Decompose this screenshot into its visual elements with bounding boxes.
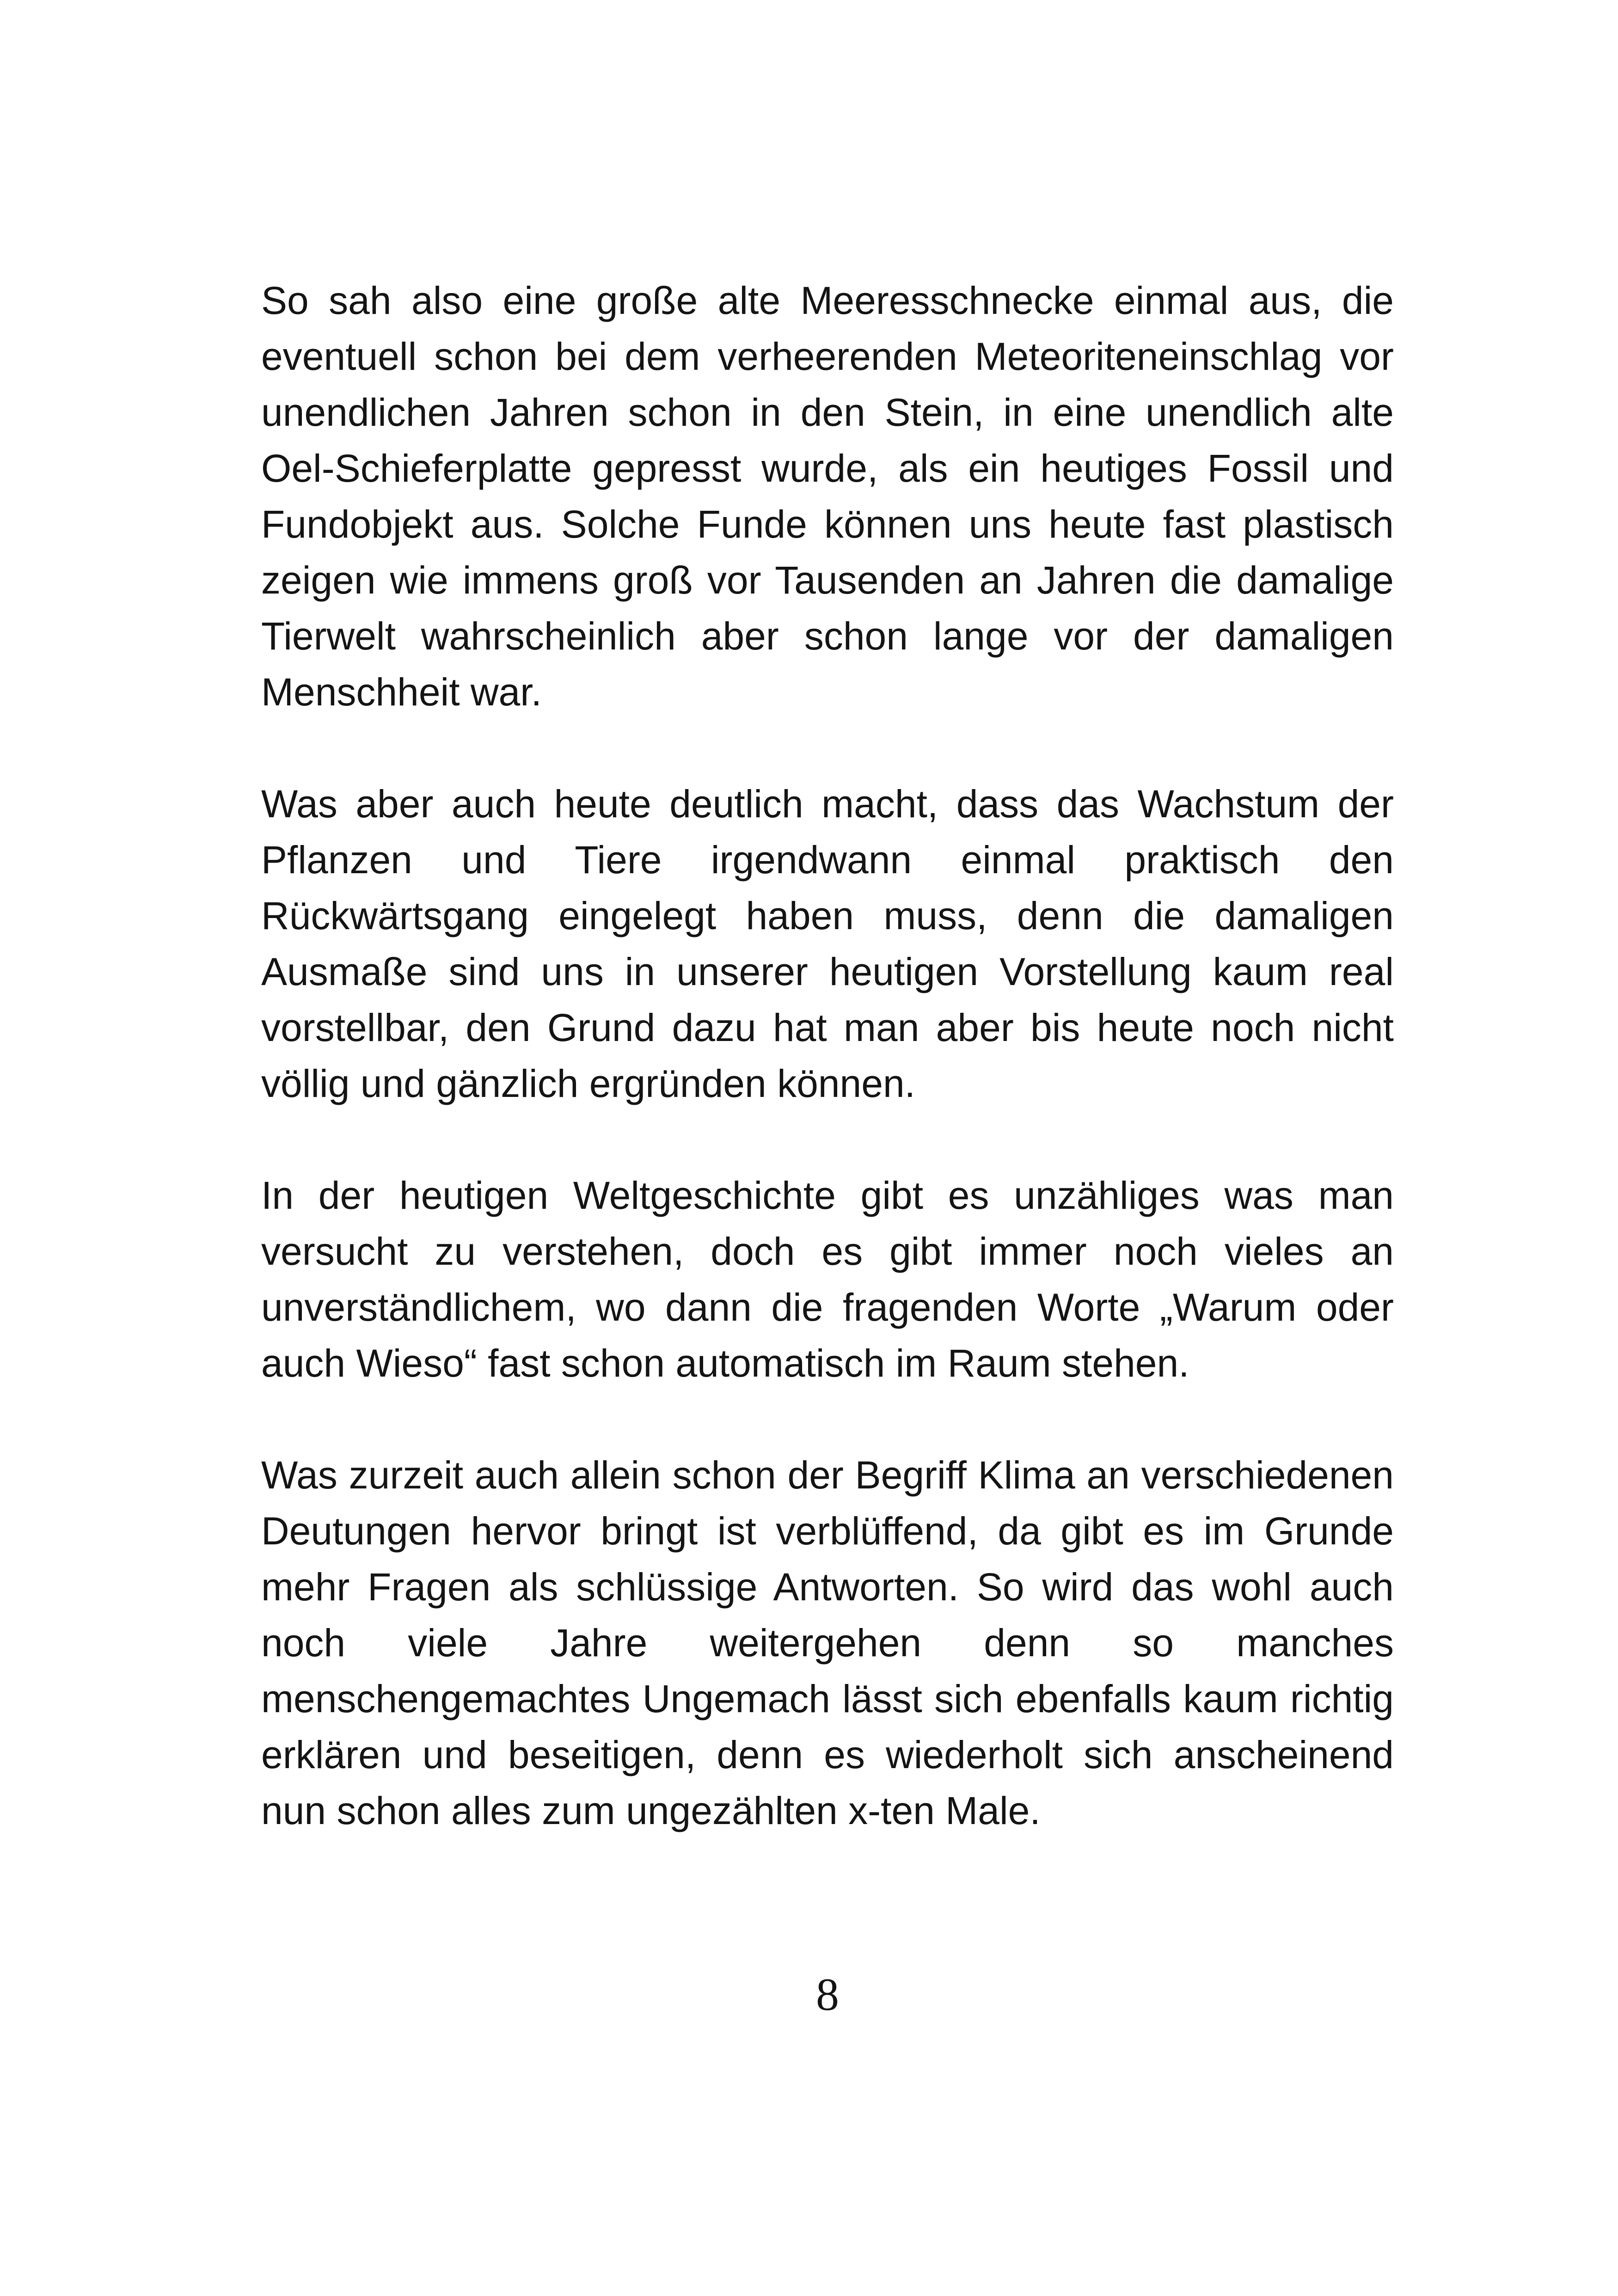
paragraph-growth: Was aber auch heute deutlich macht, dass das Wachstum der Pflanzen und Tiere irgendwann einmal praktisch den Rückwärtsgang eingelegt haben muss, denn die damaligen Ausmaße sind uns in unserer heutigen Vorstellung kaum real vorstellbar, den Grund dazu hat man aber bis heute noch nicht völlig und gänzlich ergründen können. <box>261 782 1394 1105</box>
body-text <box>261 273 1394 1839</box>
page-number: 8 <box>816 1969 839 2020</box>
paragraph-climate: Was zurzeit auch allein schon der Begriff Klima an verschiedenen Deutungen hervor bringt ist verblüffend, da gibt es im Grunde mehr Fragen als schlüssige Antworten. So wird das wohl auch noch viele Jahre weitergehen denn so manches menschengemachtes Ungemach lässt sich ebenfalls kaum richtig erklären und beseitigen, denn es wiederholt sich anscheinend nun schon alles zum ungezählten x-ten Male. <box>261 1453 1394 1832</box>
paragraph-world-history: In der heutigen Weltgeschichte gibt es unzähliges was man versucht zu verstehen, doch es gibt immer noch vieles an unverständlichem, wo dann die fragenden Worte „Warum oder auch Wieso“ fast schon automatisch im Raum stehen. <box>261 1174 1394 1385</box>
paragraph-fossil: So sah also eine große alte Meeresschnecke einmal aus, die eventuell schon bei dem verheerenden Meteoriteneinschlag vor unendlichen Jahren schon in den Stein, in eine unendlich alte Oel-Schieferplatte gepresst wurde, als ein heutiges Fossil und Fundobjekt aus. Solche Funde können uns heute fast plastisch zeigen wie immens groß vor Tausenden an Jahren die damalige Tierwelt wahrscheinlich aber schon lange vor der damaligen Menschheit war. <box>261 279 1394 714</box>
